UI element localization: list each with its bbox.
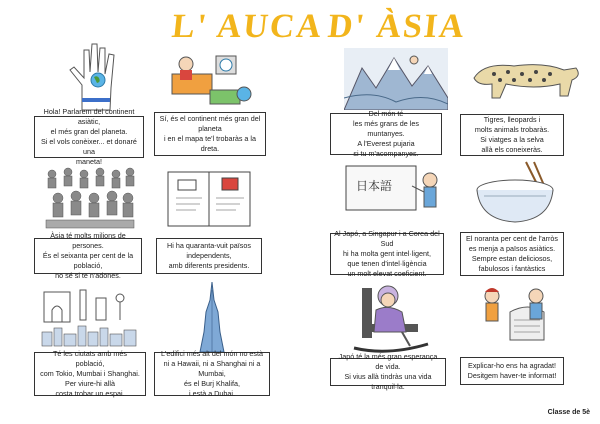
caption-animals: Tigres, lleopards i molts animals trobaràs. Si viatges a la selva allà els coneixeràs. (460, 114, 564, 156)
caption-intelligence: Al Japó, a Singapur i a Corea del Sud hi ha molta gent intel·ligent, que tenen d'intel·ligència un molt elevat coeficient. (330, 233, 444, 275)
mountains-drawing (344, 48, 448, 110)
burj-khalifa-drawing (192, 282, 232, 354)
leopard-drawing (464, 52, 586, 108)
caption-population: Àsia té molts milions de persones. És el seixanta per cent de la població, no sé si te n'adones. (34, 238, 142, 274)
grandmother-rocking-chair-drawing (348, 278, 440, 354)
caption-cities: Té les ciutats amb més població, com Tokio, Mumbai i Shanghai. Per viure-hi allà costa trobar un espai. (34, 352, 146, 396)
caption-largest-continent: Sí, és el continent més gran del planeta i en el mapa te'l trobaràs a la dreta. (154, 112, 266, 156)
rice-bowl-drawing (470, 160, 560, 228)
caption-rice: El noranta per cent de l'arròs es menja a països asiàtics. Sempre estan deliciosos, fabulosos i fantàstics (460, 232, 564, 276)
classroom-board-drawing (342, 160, 446, 228)
hand-globe-drawing (62, 40, 132, 112)
caption-life-expectancy: Japó té la més gran esperança de vida. Si vius allà tindràs una vida tranquil·la. (330, 358, 446, 386)
children-drawing (470, 282, 558, 348)
board-text: 日本語 (356, 179, 393, 193)
title-part-2: D' ÀSIA (326, 8, 468, 45)
crowd-drawing (42, 164, 138, 232)
passport-drawing (166, 168, 252, 230)
kids-desk-drawing (164, 50, 256, 108)
caption-countries: Hi ha quaranta-vuit països independents, amb diferents presidents. (156, 238, 262, 274)
caption-continent-intro: Hola! Parlarem del continent asiàtic, el més gran del planeta. Si el vols conèixer... et donaré una maneta! (34, 116, 144, 158)
footer-class-label: Classe de 5è (547, 409, 590, 416)
city-buildings-drawing (40, 284, 140, 348)
caption-everest: Del món té les més grans de les muntanyes. A l'Everest pujaria si tu m'acompanyes. (330, 113, 442, 155)
caption-tallest-building: L'edifici més alt del món no està ni a Hawaii, ni a Shanghai ni a Mumbai, és el Burj Khalifa, i està a Dubai. (154, 352, 270, 396)
caption-closing: Explicar-ho ens ha agradat! Desitgem haver-te informat! (460, 357, 564, 385)
title-part-1: L' AUCA (170, 8, 325, 45)
